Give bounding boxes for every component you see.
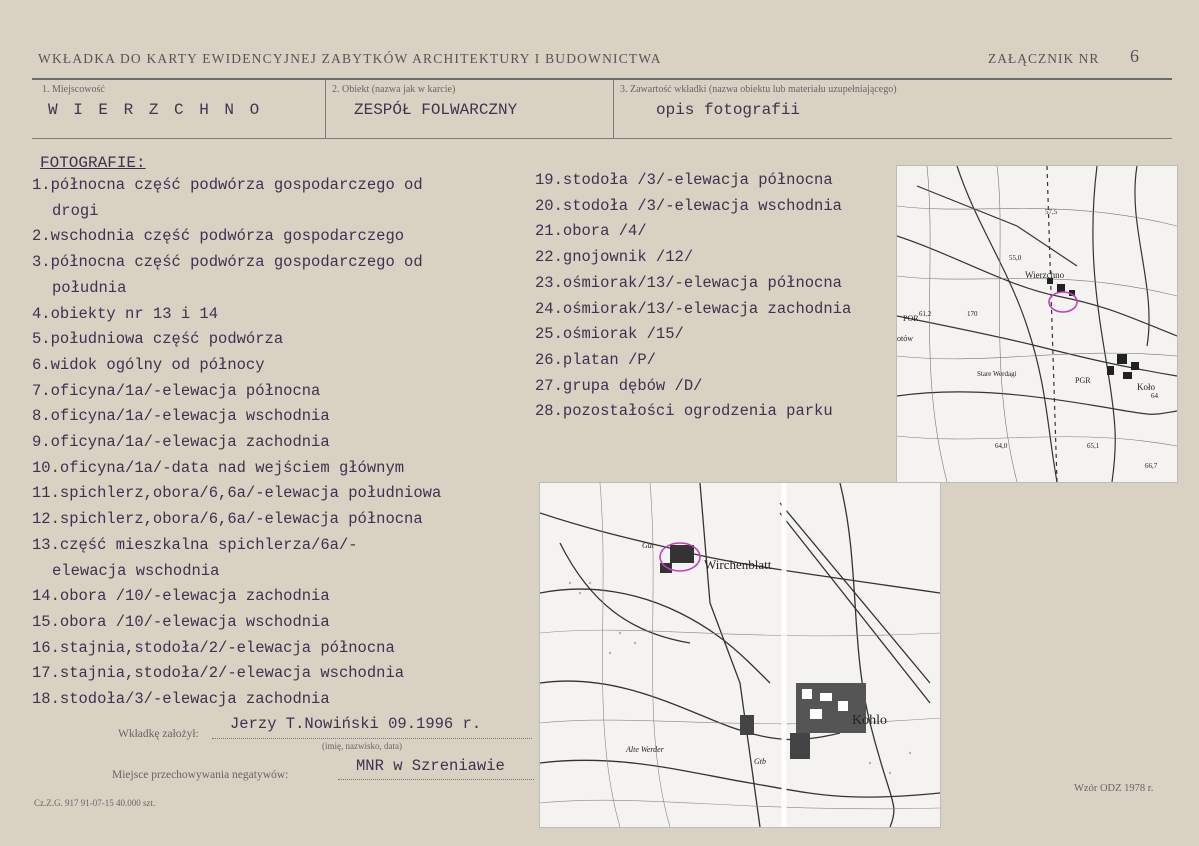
list-item: 14.obora /10/-elewacja zachodnia	[32, 587, 330, 606]
photo-list-right	[535, 168, 851, 425]
list-item: 1.północna część podwórza gospodarczego od	[32, 176, 423, 194]
list-item: 10.oficyna/1a/-data nad wejściem głównym	[32, 458, 405, 477]
map-label: 170	[967, 310, 978, 318]
author-value: Jerzy T.Nowiński 09.1996 r.	[230, 715, 482, 733]
list-item: 19.stodoła /3/-elewacja północna	[535, 171, 833, 189]
map-label: 65,1	[1087, 442, 1100, 450]
map-label: Koło	[1137, 382, 1155, 392]
map-label: 66,7	[1145, 462, 1158, 470]
storage-value: MNR w Szreniawie	[356, 757, 505, 775]
list-item: 11.spichlerz,obora/6,6a/-elewacja południowa	[32, 484, 442, 503]
list-item: 12.spichlerz,obora/6,6a/-elewacja północna	[32, 510, 423, 529]
map-label: POR	[903, 314, 919, 323]
list-item: 26.platan /P/	[535, 350, 656, 369]
list-item: 23.ośmiorak/13/-elewacja północna	[535, 273, 842, 292]
list-item: 17.stajnia,stodoła/2/-elewacja wschodnia	[32, 664, 405, 683]
field-divider	[613, 80, 614, 138]
list-item: 24.ośmiorak/13/-elewacja zachodnia	[535, 299, 852, 318]
list-item: 13.część mieszkalna spichlerza/6a/-	[32, 535, 358, 554]
list-item: 4.obiekty nr 13 i 14	[32, 304, 219, 323]
form-title: WKŁADKA DO KARTY EWIDENCYJNEJ ZABYTKÓW ARCHITEKTURY I BUDOWNICTWA	[38, 51, 662, 66]
map-label: Stare Werdagi	[977, 370, 1017, 378]
attachment-label: ZAŁĄCZNIK NR	[988, 51, 1100, 66]
map-label: 57,5	[1045, 208, 1058, 216]
place-label: 1. Miejscowość	[42, 84, 105, 95]
list-item: 21.obora /4/	[535, 222, 647, 241]
map-label: 64,0	[995, 442, 1008, 450]
photo-list-left	[32, 173, 441, 713]
field-divider	[325, 80, 326, 138]
list-item: drogi	[52, 201, 99, 220]
list-item: południa	[52, 278, 127, 297]
contents-value: opis fotografii	[656, 101, 801, 119]
object-value: ZESPÓŁ FOLWARCZNY	[354, 101, 518, 119]
author-line	[212, 738, 532, 739]
list-item: 22.gnojownik /12/	[535, 248, 694, 267]
list-item: 8.oficyna/1a/-elewacja wschodnia	[32, 407, 330, 426]
storage-label: Miejsce przechowywania negatywów:	[112, 769, 289, 781]
map-label: Gut	[642, 541, 654, 550]
attachment-number: 6	[1130, 46, 1139, 66]
fields-rule	[32, 138, 1172, 139]
header-rule	[32, 78, 1172, 80]
list-item: 9.oficyna/1a/-elewacja zachodnia	[32, 433, 330, 452]
contents-label: 3. Zawartość wkładki (nazwa obiektu lub materiału uzupełniającego)	[620, 84, 897, 95]
map-label: 64	[1151, 392, 1158, 400]
map-label: Alte Werder	[626, 745, 664, 754]
print-info: Cz.Z.G. 917 91-07-15 40.000 szt.	[34, 798, 156, 808]
author-hint: (imię, nazwisko, data)	[322, 741, 402, 751]
form-info: Wzór ODZ 1978 r.	[1074, 783, 1154, 794]
map-label: Wierzchno	[1025, 270, 1065, 280]
list-item: 28.pozostałości ogrodzenia parku	[535, 402, 833, 421]
list-item: 18.stodoła/3/-elewacja zachodnia	[32, 690, 330, 709]
list-item: 15.obora /10/-elewacja wschodnia	[32, 612, 330, 631]
list-item: 5.południowa część podwórza	[32, 330, 284, 349]
object-label: 2. Obiekt (nazwa jak w karcie)	[332, 84, 456, 95]
map-label: Gtb	[754, 757, 766, 766]
list-item: 20.stodoła /3/-elewacja wschodnia	[535, 196, 842, 215]
list-item: 16.stajnia,stodoła/2/-elewacja północna	[32, 638, 395, 657]
map-historical	[539, 482, 941, 828]
map-label: PGR	[1075, 376, 1091, 385]
map-modern	[896, 165, 1178, 483]
map-label: 55,0	[1009, 254, 1022, 262]
photos-heading: FOTOGRAFIE:	[40, 154, 146, 172]
list-item: 7.oficyna/1a/-elewacja północna	[32, 381, 321, 400]
list-item: 6.widok ogólny od północy	[32, 355, 265, 374]
storage-line	[338, 779, 534, 780]
map-modern-drawing	[897, 166, 1177, 482]
list-item: 25.ośmiorak /15/	[535, 325, 684, 344]
list-item: elewacja wschodnia	[52, 561, 220, 580]
map-label: 61,2	[919, 310, 932, 318]
author-label: Wkładkę założył:	[118, 728, 199, 740]
list-item: 27.grupa dębów /D/	[535, 376, 703, 395]
map-label: Kohlo	[852, 713, 887, 728]
map-label: otów	[897, 334, 913, 343]
list-item: 3.północna część podwórza gospodarczego od	[32, 253, 423, 272]
list-item: 2.wschodnia część podwórza gospodarczego	[32, 227, 405, 246]
place-value: W I E R Z C H N O	[48, 101, 263, 119]
map-label: Wirchenblatt	[704, 557, 772, 572]
map-historical-drawing	[540, 483, 940, 827]
